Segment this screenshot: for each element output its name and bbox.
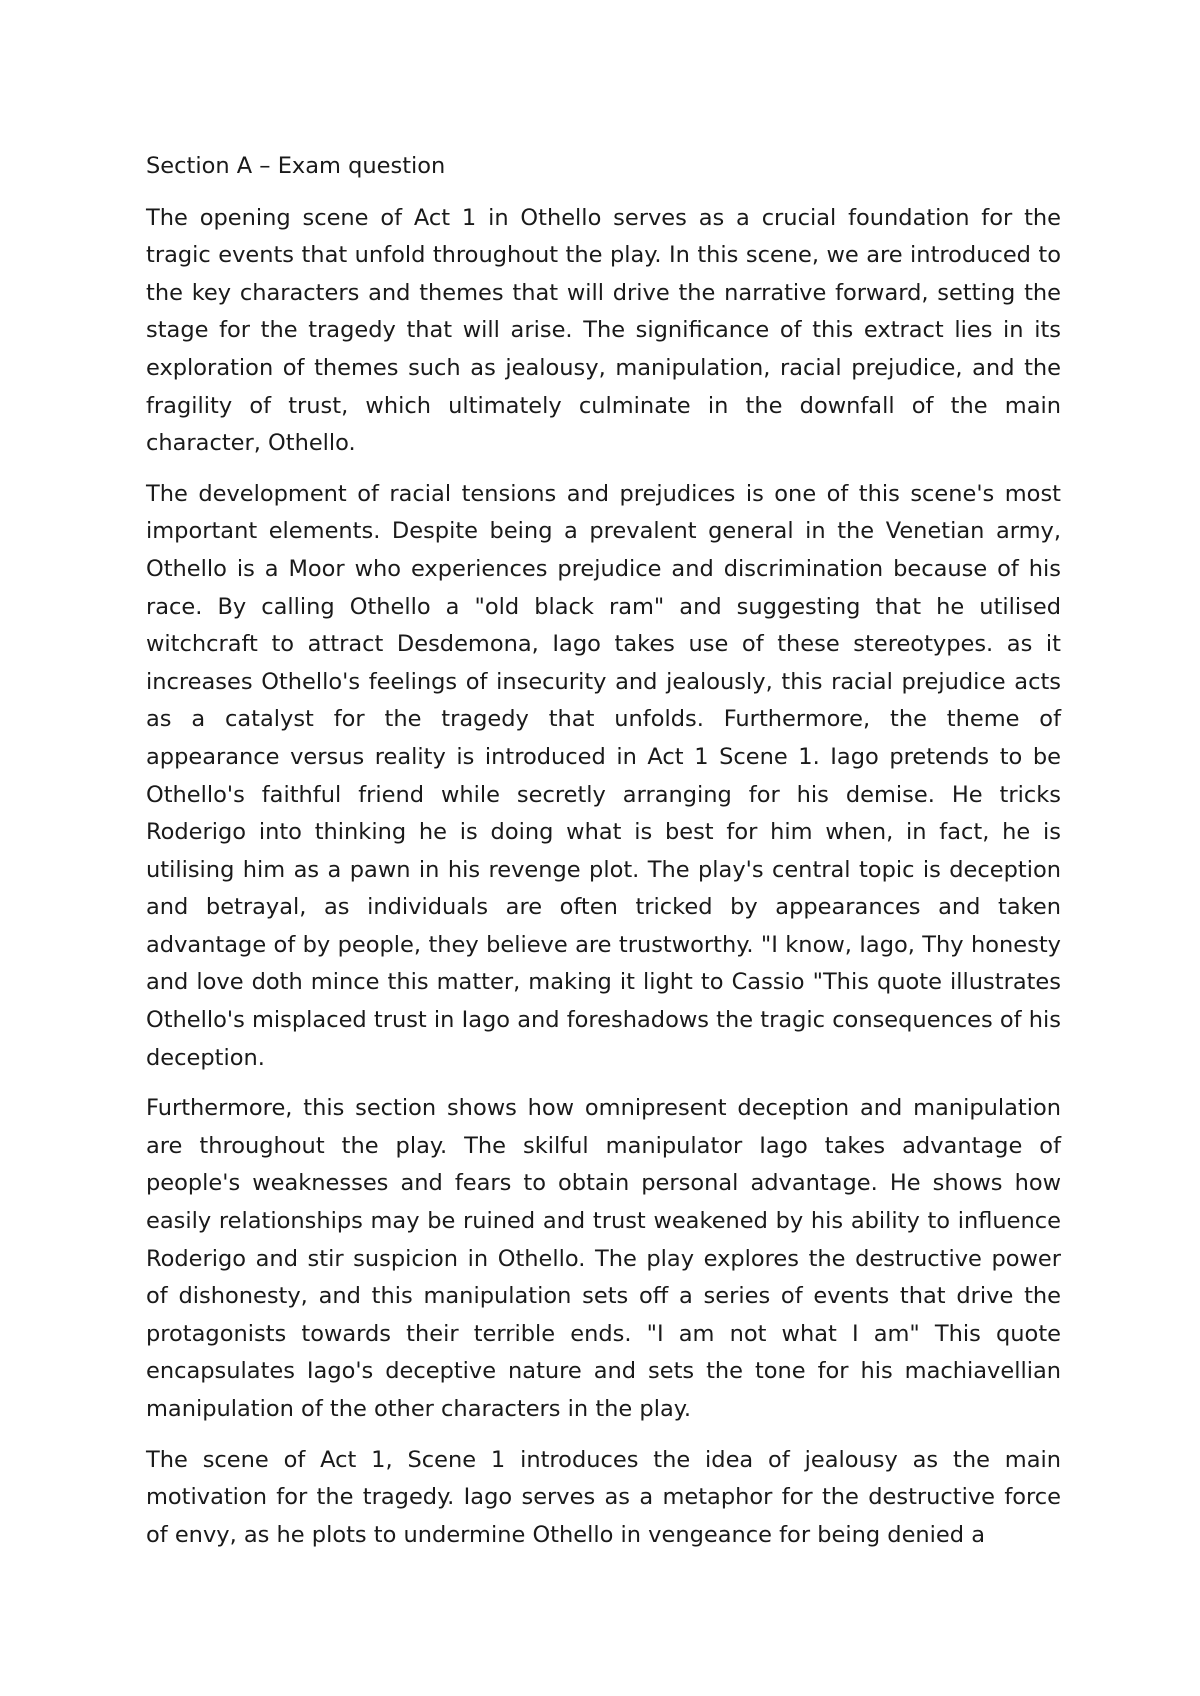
document-page (146, 148, 1061, 1567)
section-heading: Section A – Exam question (146, 153, 446, 179)
paragraph-deception: Furthermore, this section shows how omnipresent deception and manipulation are throughout the play. The skilful manipulator Iago takes advantage of people's weaknesses and fears to obtain personal advantage. He shows how easily relationships may be ruined and trust weakened by his ability to influence Roderigo and stir suspicion in Othello. The play explores the destructive power of dishonesty, and this manipulation sets off a series of events that drive the protagonists towards their terrible ends. "I am not what I am" This quote encapsulates Iago's deceptive nature and sets the tone for his machiavellian manipulation of the other characters in the play. (146, 1095, 1061, 1422)
paragraph-jealousy: The scene of Act 1, Scene 1 introduces the idea of jealousy as the main motivation for the tragedy. Iago serves as a metaphor for the destructive force of envy, as he plots to undermine Othello in vengeance for being denied a (146, 1446, 1061, 1548)
paragraph-intro: The opening scene of Act 1 in Othello serves as a crucial foundation for the tragic events that unfold throughout the play. In this scene, we are introduced to the key characters and themes that will drive the narrative forward, setting the stage for the tragedy that will arise. The significance of this extract lies in its exploration of themes such as jealousy, manipulation, racial prejudice, and the fragility of trust, which ultimately culminate in the downfall of the main character, Othello. (146, 204, 1061, 457)
paragraph-racial-tensions: The development of racial tensions and prejudices is one of this scene's most important elements. Despite being a prevalent general in the Venetian army, Othello is a Moor who experiences prejudice and discrimination because of his race. By calling Othello a "old black ram" and suggesting that he utilised witchcraft to attract Desdemona, Iago takes use of these stereotypes. as it increases Othello's feelings of insecurity and jealously, this racial prejudice acts as a catalyst for the tragedy that unfolds. Furthermore, the theme of appearance versus reality is introduced in Act 1 Scene 1. Iago pretends to be Othello's faithful friend while secretly arranging for his demise. He tricks Roderigo into thinking he is doing what is best for him when, in fact, he is utilising him as a pawn in his revenge plot. The play's central topic is deception and betrayal, as individuals are often tricked by appearances and taken advantage of by people, they believe are trustworthy. "I know, Iago, Thy honesty and love doth mince this matter, making it light to Cassio "This quote illustrates Othello's misplaced trust in Iago and foreshadows the tragic consequences of his deception. (146, 480, 1061, 1071)
